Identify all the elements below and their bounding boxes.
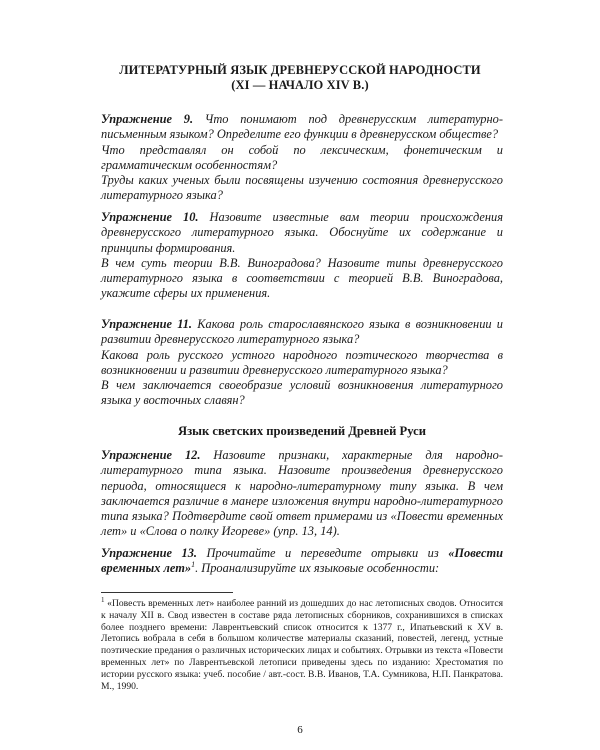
exercise-9 — [101, 112, 503, 204]
exercise-paragraph: Какова роль русского устного народного поэтического творчества в возникновении и развитии древнерусского литературного языка? — [101, 347, 503, 377]
exercise-label: Упражнение 12. — [101, 448, 201, 462]
page-number: 6 — [297, 724, 303, 736]
footnote-text: «Повесть временных лет» наиболее ранний из дошедших до нас летописных сводов. Относится к началу XII в. Свод известен в составе ряда летописных сборников, сохранившихся в списках более позднего времени: Лаврентьевский список относится к 1377 г., Ипатьевский к XV в. Летопись вобрала в себя в большом количестве материалы сказаний, повестей, легенд, устные поэтические предания о различных исторических лицах и событиях. Отрывки из текста «Повести временных лет» по Лаврентьевской летописи приведены здесь по изданию: Хрестоматия по истории русского языка: учеб. пособие / авт.-сост. В.В. Иванов, Т.А. Сумникова, Н.П. Панкратова. М., 1990. — [101, 598, 503, 692]
exercise-label: Упражнение 9. — [101, 112, 194, 126]
footnote — [101, 595, 503, 692]
exercise-text: . Проанализируйте их языковые особенности: — [195, 561, 440, 576]
exercise-text: Назовите признаки, характерные для народно-литературного типа языка. Назовите произведения древнерусского периода, относящиеся к народно-литературному типу языка. В чем заключается различие в манере изложения внутри народно-литературного типа языка? Подтвердите свой ответ примерами из «Повести временных лет» и «Слова о полку Игореве» (упр. 13, 14). — [101, 448, 503, 539]
chapter-title-line2: (XI — НАЧАЛО XIV В.) — [231, 78, 369, 92]
chapter-title-line1: ЛИТЕРАТУРНЫЙ ЯЗЫК ДРЕВНЕРУССКОЙ НАРОДНОСТИ — [119, 63, 481, 77]
exercise-13 — [101, 546, 503, 577]
exercise-paragraph — [101, 210, 503, 256]
exercise-paragraph: В чем заключается своеобразие условий возникновения литературного языка у восточных славян? — [101, 378, 503, 408]
chronicle-title: «Повести временных лет» — [101, 546, 503, 576]
exercise-text: Что понимают под древнерусским литературно-письменным языком? Определите его функции в древнерусском обществе? — [101, 112, 503, 142]
footnote-reference[interactable]: 1 — [191, 560, 196, 570]
exercise-label: Упражнение 13. — [101, 546, 197, 560]
exercise-paragraph: Труды каких ученых были посвящены изучению состояния древнерусского литературного языка? — [101, 173, 503, 203]
exercise-label: Упражнение 11. — [101, 317, 193, 331]
exercise-11 — [101, 317, 503, 409]
exercise-paragraph — [101, 112, 503, 143]
chapter-title — [96, 63, 504, 93]
footnote-mark: 1 — [101, 595, 105, 604]
exercise-10 — [101, 210, 503, 302]
exercise-paragraph — [101, 317, 503, 348]
exercise-text: Прочитайте и переведите отрывки из — [206, 546, 439, 560]
exercise-paragraph: В чем суть теории В.В. Виноградова? Назовите типы древнерусского литературного языка в соответствии с теорией В.В. Виноградова, укажите сферы их применения. — [101, 255, 503, 301]
exercise-12 — [101, 448, 503, 540]
footnote-divider — [101, 592, 233, 593]
exercise-paragraph: Что представлял он собой по лексическим, фонетическим и грамматическим особенностям? — [101, 142, 503, 172]
section-subheading: Язык светских произведений Древней Руси — [178, 424, 426, 438]
exercise-label: Упражнение 10. — [101, 210, 199, 224]
exercise-text: Какова роль старославянского языка в возникновении и развитии древнерусского литературного языка? — [101, 317, 504, 347]
exercise-text: Назовите известные вам теории происхождения древнерусского литературного языка. Обоснуйте их содержание и принципы формирования. — [101, 210, 503, 255]
exercise-paragraph — [101, 448, 503, 540]
exercise-paragraph — [101, 546, 503, 577]
